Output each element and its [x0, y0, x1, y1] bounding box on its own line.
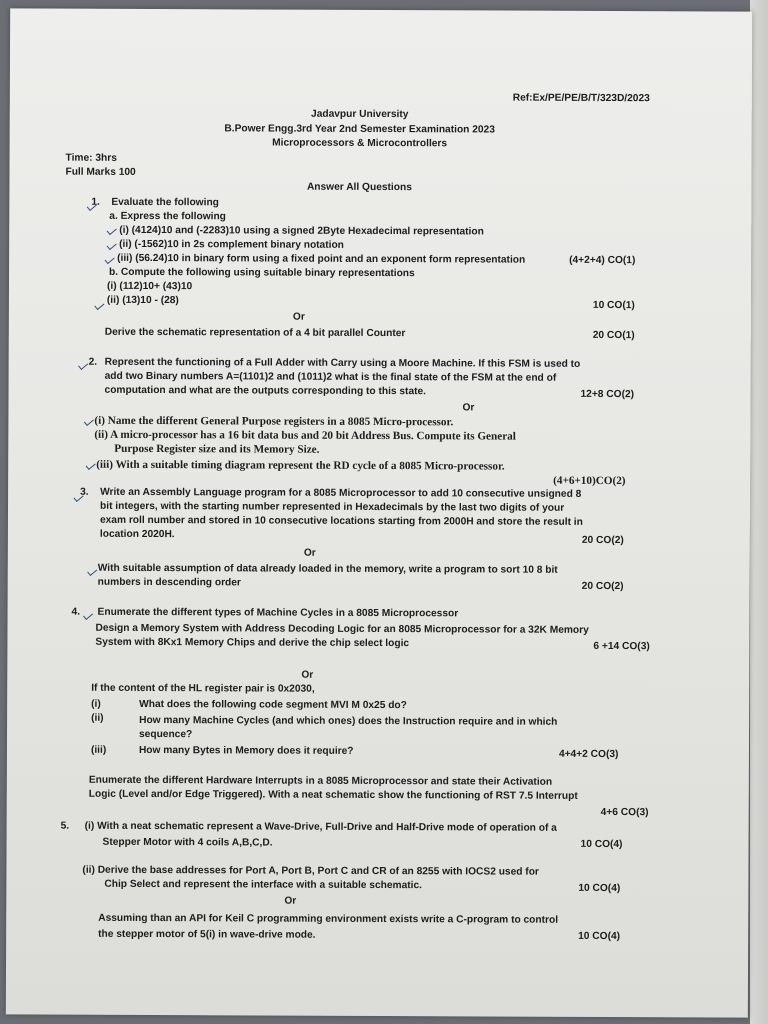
- question-number-2: 2.: [88, 356, 98, 368]
- q5-i-line-2: Stepper Motor with 4 coils A,B,C,D.: [102, 836, 273, 849]
- q4-line-2: Design a Memory System with Address Decoding Logic for an 8085 Microprocessor for a 32K Memory: [95, 622, 589, 636]
- q3-line-1: Write an Assembly Language program for a 8085 Microprocessor to add 10 consecutive unsigned 8: [100, 486, 582, 500]
- ink-tick-mark: [94, 300, 104, 310]
- q2-alt-iii: (iii) With a suitable timing diagram represent the RD cycle of a 8085 Micro-processor.: [96, 458, 505, 473]
- q1-a-i: (i) (4124)10 and (-2283)10 using a signed 2Byte Hexadecimal representation: [119, 224, 484, 238]
- q3-alt-line-1: With suitable assumption of data already loaded in the memory, write a program to sort 10 8 bit: [97, 562, 558, 576]
- q5-alt-marks: 10 CO(4): [578, 930, 621, 943]
- q2-alt-ii-line-2: Purpose Register size and its Memory Size.: [114, 442, 320, 456]
- question-number-3: 3.: [80, 486, 89, 498]
- ink-tick-mark: [83, 610, 93, 620]
- q5-i-marks: 10 CO(4): [580, 838, 623, 851]
- exam-paper: [6, 8, 752, 1017]
- q1-alternative: Derive the schematic representation of a 4 bit parallel Counter: [104, 326, 406, 340]
- q3-or: Or: [303, 547, 316, 559]
- subject-title: Microprocessors & Microcontrollers: [272, 137, 448, 150]
- full-marks: Full Marks 100: [65, 166, 136, 178]
- q2-or: Or: [462, 402, 475, 414]
- q2-marks: 12+8 CO(2): [580, 388, 635, 401]
- q5-or: Or: [284, 895, 297, 907]
- ink-tick-mark: [74, 492, 84, 502]
- q1-a-marks: (4+2+4) CO(1): [569, 254, 636, 267]
- q2-line-3: computation and what are the outputs corresponding to this state.: [104, 384, 427, 398]
- q5-ii-line-1: (ii) Derive the base addresses for Port A, Port B, Port C and CR of an 8255 with IOCS2 used for: [82, 864, 539, 878]
- q5-ii-line-2: Chip Select and represent the interface with a suitable schematic.: [104, 878, 423, 892]
- q4-label-ii: (ii): [91, 712, 104, 724]
- q3-alt-marks: 20 CO(2): [581, 580, 624, 593]
- q4-extra-marks: 4+6 CO(3): [600, 806, 649, 819]
- q4-alt-marks: 4+4+2 CO(3): [558, 748, 619, 761]
- ink-tick-mark: [87, 566, 97, 576]
- exam-title: B.Power Engg.3rd Year 2nd Semester Examination 2023: [224, 123, 495, 136]
- background-edge: [750, 0, 768, 1024]
- q5-i-line-1: (i) With a neat schematic represent a Wave-Drive, Full-Drive and Half-Drive mode of operation of a: [84, 820, 557, 834]
- reference-code: Ref:Ex/PE/PE/B/T/323D/2023: [512, 92, 650, 105]
- q1-b-ii: (ii) (13)10 - (28): [106, 294, 179, 307]
- q4-label-iii: (iii): [90, 744, 107, 756]
- ink-tick-mark: [87, 201, 97, 211]
- q4-extra-line-1: Enumerate the different Hardware Interrupts in a 8085 Microprocessor and state their Activation: [88, 774, 553, 788]
- ink-tick-mark: [107, 241, 117, 251]
- q4-alt-iii: How many Bytes in Memory does it require?: [138, 744, 354, 757]
- q4-or: Or: [301, 669, 314, 681]
- q3-marks: 20 CO(2): [581, 534, 624, 547]
- ink-tick-mark: [105, 255, 115, 265]
- instruction-text: Answer All Questions: [306, 181, 412, 194]
- q4-alt-ii-line-2: sequence?: [139, 728, 193, 741]
- q2-line-2: add two Binary numbers A=(1101)2 and (1011)2 what is the final state of the FSM at the end of: [104, 370, 557, 384]
- time-allowed: Time: 3hrs: [65, 152, 117, 164]
- q1-alt-marks: 20 CO(1): [592, 329, 635, 342]
- ink-tick-mark: [86, 460, 96, 470]
- ink-tick-mark: [84, 416, 94, 426]
- q1-or: Or: [292, 311, 305, 323]
- ink-tick-mark: [78, 360, 88, 370]
- q2-alt-ii-line-1: (ii) A micro-processor has a 16 bit data bus and 20 bit Address Bus. Compute its General: [94, 428, 516, 443]
- q1-title: Evaluate the following: [111, 196, 219, 209]
- question-number-1: 1.: [91, 196, 100, 208]
- q2-alt-marks: (4+6+10)CO(2): [553, 474, 626, 488]
- q4-label-i: (i): [91, 698, 101, 710]
- q1-a-iii: (iii) (56.24)10 in binary form using a fixed point and an exponent form representation: [117, 252, 526, 266]
- q2-alt-i: (i) Name the different General Purpose registers in a 8085 Micro-processor.: [94, 414, 454, 429]
- q3-line-2: bit integers, with the starting number represented in Hexadecimals by the last two digits of your: [100, 500, 565, 514]
- university-name: Jadavpur University: [311, 108, 409, 121]
- question-number-4: 4.: [71, 606, 81, 618]
- q1-b-marks: 10 CO(1): [592, 299, 635, 312]
- q3-alt-line-2: numbers in descending order: [97, 576, 241, 589]
- q5-ii-marks: 10 CO(4): [578, 882, 621, 895]
- q4-line-3: System with 8Kx1 Memory Chips and derive the chip select logic: [95, 636, 410, 650]
- q1-a-ii: (ii) (-1562)10 in 2s complement binary notation: [119, 238, 344, 251]
- q1-part-a: a. Express the following: [109, 210, 226, 223]
- q3-line-3: exam roll number and stored in 10 consecutive locations starting from 2000H and store the result in: [99, 514, 583, 528]
- q4-extra-line-2: Logic (Level and/or Edge Triggered). With a neat schematic show the functioning of RST 7.5 Interrupt: [88, 788, 578, 802]
- question-number-5: 5.: [60, 820, 70, 832]
- q3-line-4: location 2020H.: [99, 528, 175, 541]
- q5-alt-line-1: Assuming than an API for Keil C programming environment exists write a C-program to control: [98, 912, 559, 926]
- q4-line-1: Enumerate the different types of Machine Cycles in a 8085 Microprocessor: [97, 606, 459, 620]
- q4-alt-ii-line-1: How many Machine Cycles (and which ones) does the Instruction require and in which: [139, 714, 558, 728]
- q4-alt-i: What does the following code segment MVI M 0x25 do?: [139, 698, 407, 712]
- ink-tick-mark: [107, 226, 117, 236]
- q5-alt-line-2: the stepper motor of 5(i) in wave-drive mode.: [98, 928, 316, 941]
- q2-line-1: Represent the functioning of a Full Adder with Carry using a Moore Machine. If this FSM is used to: [104, 356, 581, 370]
- q1-part-b: b. Compute the following using suitable binary representations: [109, 266, 415, 280]
- q1-b-i: (i) (112)10+ (43)10: [106, 280, 193, 293]
- q4-marks: 6 +14 CO(3): [593, 640, 650, 653]
- q4-intro: If the content of the HL register pair is 0x2030,: [91, 682, 315, 695]
